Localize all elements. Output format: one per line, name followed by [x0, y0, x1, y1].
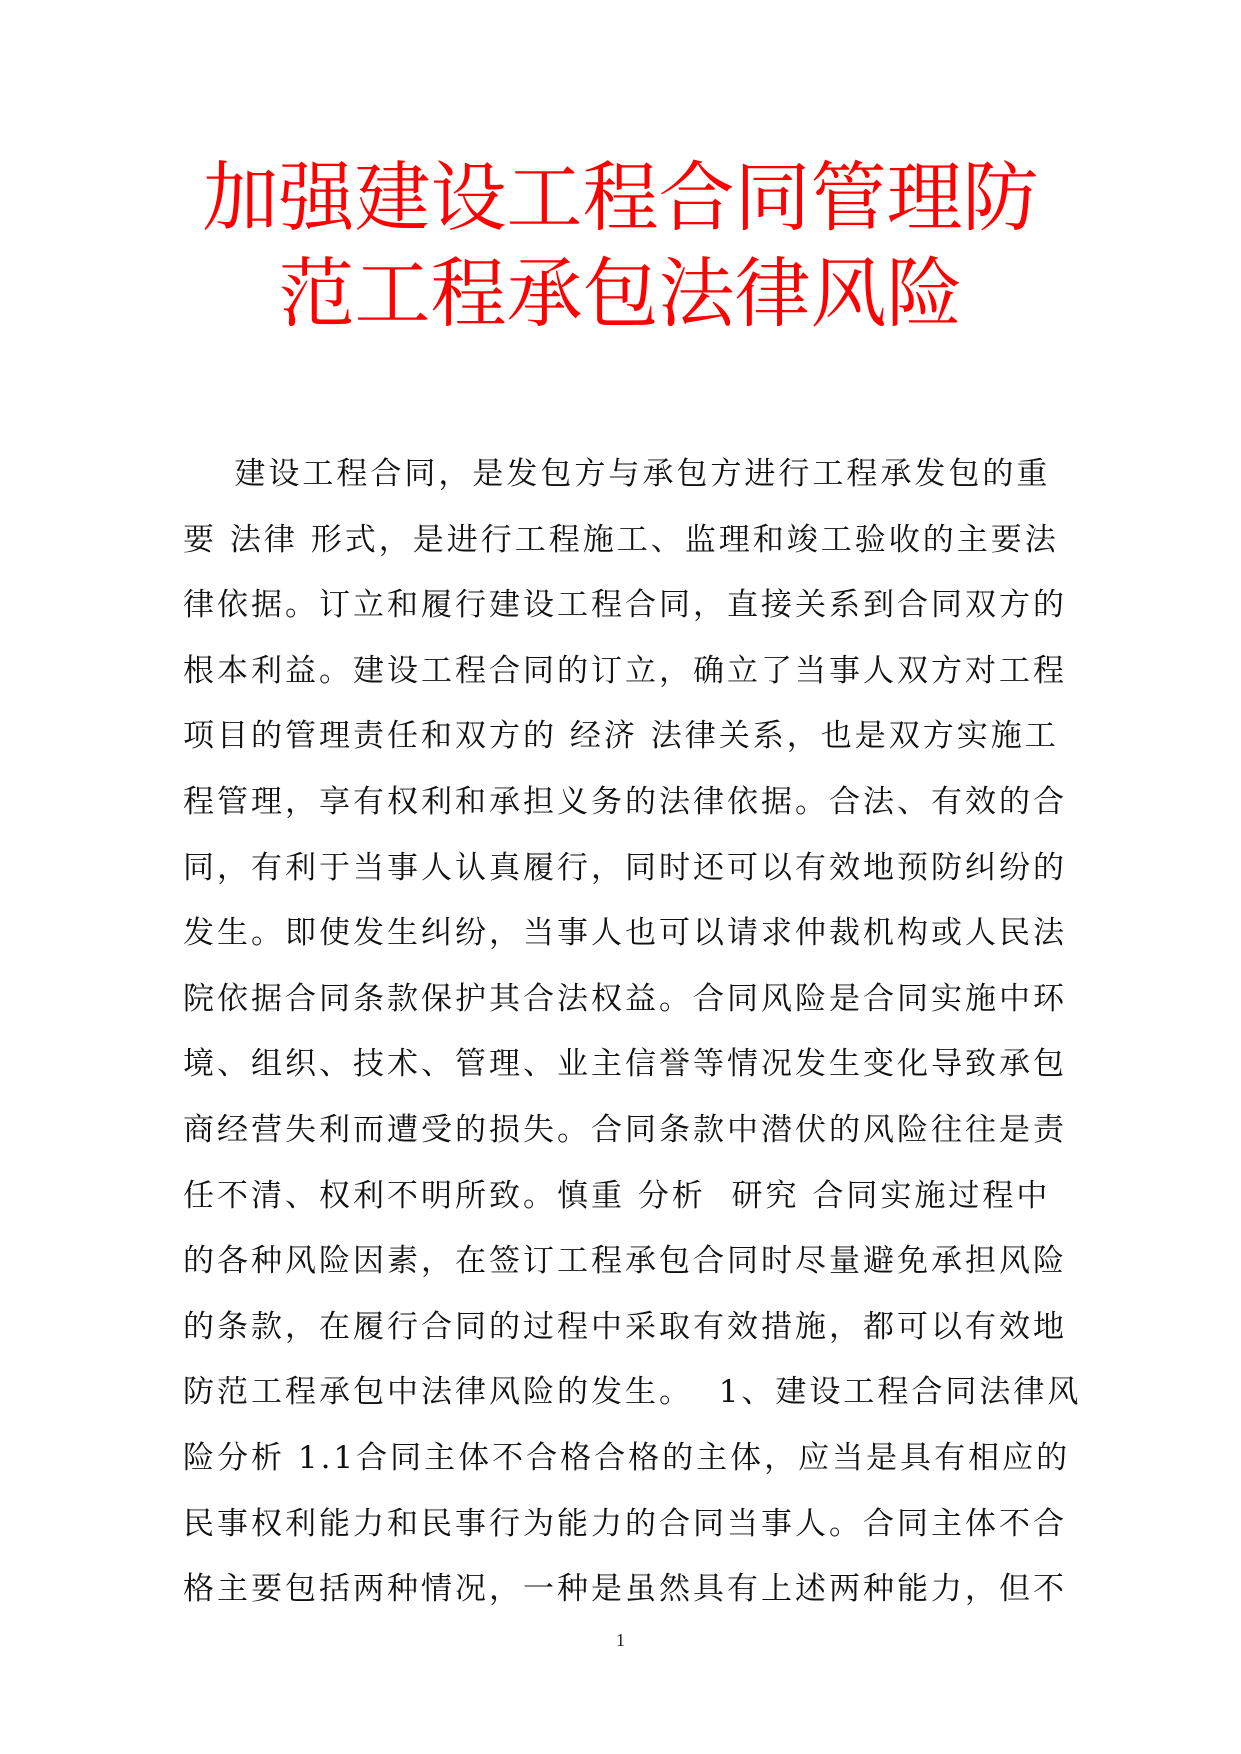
title-line-2: 范工程承包法律风险 — [278, 249, 963, 338]
body-line: 发生。即使发生纠纷，当事人也可以请求仲裁机构或人民法 — [183, 915, 1067, 952]
body-line: 险分析 1.1合同主体不合格合格的主体，应当是具有相应的 — [183, 1439, 1071, 1476]
body-line: 项目的管理责任和双方的 经济 法律关系，也是双方实施工 — [183, 718, 1059, 755]
body-line: 根本利益。建设工程合同的订立，确立了当事人双方对工程 — [183, 652, 1067, 689]
body-line: 防范工程承包中法律风险的发生。 1、建设工程合同法律风 — [183, 1374, 1082, 1411]
body-line: 格主要包括两种情况，一种是虽然具有上述两种能力，但不 — [183, 1571, 1067, 1608]
body-line: 的条款，在履行合同的过程中采取有效措施，都可以有效地 — [183, 1308, 1067, 1345]
body-line: 同，有利于当事人认真履行，同时还可以有效地预防纠纷的 — [183, 849, 1067, 886]
body-line: 院依据合同条款保护其合法权益。合同风险是合同实施中环 — [183, 980, 1067, 1017]
body-line: 的各种风险因素，在签订工程承包合同时尽量避免承担风险 — [183, 1243, 1067, 1280]
document-title — [150, 150, 1091, 342]
body-line: 律依据。订立和履行建设工程合同，直接关系到合同双方的 — [183, 587, 1067, 624]
body-line: 要 法律 形式，是进行工程施工、监理和竣工验收的主要法 — [183, 521, 1059, 558]
body-line: 建设工程合同，是发包方与承包方进行工程承发包的重 — [183, 456, 1051, 492]
document-body — [183, 442, 1082, 1623]
body-line: 任不清、权利不明所致。慎重 分析 研究 合同实施过程中 — [183, 1177, 1051, 1214]
body-line: 境、组织、技术、管理、业主信誉等情况发生变化导致承包 — [183, 1046, 1067, 1083]
body-line: 程管理，享有权利和承担义务的法律依据。合法、有效的合 — [183, 783, 1067, 820]
page-number: 1 — [616, 1630, 625, 1650]
body-line: 商经营失利而遭受的损失。合同条款中潜伏的风险往往是责 — [183, 1111, 1067, 1148]
body-line: 民事权利能力和民事行为能力的合同当事人。合同主体不合 — [183, 1505, 1067, 1542]
title-line-1: 加强建设工程合同管理防 — [202, 153, 1039, 242]
